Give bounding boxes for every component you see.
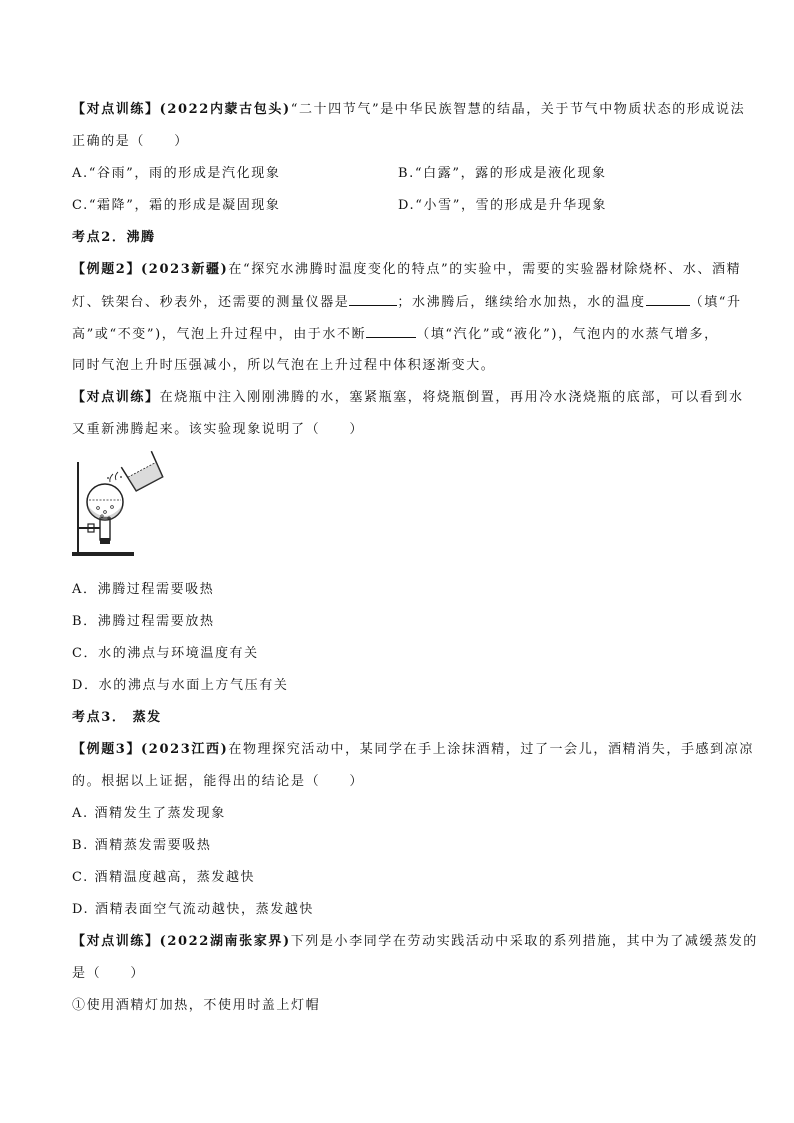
training3-line1 [72,934,758,950]
example2-text3b: （填“汽化”或“液化”)，气泡内的水蒸气增多， [416,327,719,342]
training1-tag: 【对点训练】 [72,102,160,117]
training2-tag: 【对点训练】 [72,390,160,405]
example3-tag: 【例题3】 [72,742,142,757]
example2-line4: 同时气泡上升时压强减小，所以气泡在上升过程中体积逐渐变大。 [72,358,496,373]
training3-line2: 是（ ） [72,966,146,981]
flask-stopper [100,538,110,544]
answer-blank-3[interactable] [366,326,416,338]
bubble [104,511,107,514]
training3-tag: 【对点训练】 [72,934,160,949]
training1-stem-text: “二十四节气”是中华民族智慧的结晶，关于节气中物质状态的形成说法 [290,102,746,117]
training2-option-b: B．沸腾过程需要放热 [72,614,215,629]
example3-line2: 的。根据以上证据，能得出的结论是（ ） [72,774,365,789]
training1-option-d: D.“小雪”，雪的形成是升华现象 [398,198,607,213]
flask-body [87,484,123,520]
example3-option-d: D. 酒精表面空气流动越快，蒸发越快 [72,902,315,917]
answer-blank-2[interactable] [646,294,690,306]
example2-tag: 【例题2】 [72,262,142,277]
training1-option-c: C.“霜降”，霜的形成是凝固现象 [72,198,281,213]
training2-option-c: C．水的沸点与环境温度有关 [72,646,259,661]
example2-text2a: 灯、铁架台、秒表外，还需要的测量仪器是 [72,295,350,310]
example2-text2b: ；水沸腾后，继续给水加热，水的温度 [397,295,646,310]
training3-item1: ①使用酒精灯加热，不使用时盖上灯帽 [72,998,321,1013]
water-drop [107,477,109,479]
example2-text1: 在“探究水沸腾时温度变化的特点”的实验中，需要的实验器材除烧杯、水、酒精 [228,262,742,277]
example3-option-b: B. 酒精蒸发需要吸热 [72,838,212,853]
flask-water [88,506,122,520]
example3-text1: 在物理探究活动中，某同学在手上涂抹酒精，过了一会儿，酒精消失，手感到凉凉 [228,742,754,757]
section3-title: 考点3． 蒸发 [72,710,162,725]
example2-text3a: 高”或“不变”)，气泡上升过程中，由于水不断 [72,327,367,342]
bubble [97,507,100,510]
training2-option-d: D．水的沸点与水面上方气压有关 [72,678,289,693]
stand-base [72,552,134,556]
training1-source: (2022内蒙古包头) [159,102,291,117]
training3-source: (2022湖南张家界) [159,934,291,949]
water-drop [120,476,122,478]
example2-line2 [72,294,742,311]
example2-source: (2023新疆) [141,262,229,277]
example3-option-c: C. 酒精温度越高，蒸发越快 [72,870,256,885]
bubble [111,506,114,509]
example3-line1 [72,742,754,758]
training2-option-a: A．沸腾过程需要吸热 [72,582,215,597]
training1-stem-line2: 正确的是（ ） [72,134,189,149]
document-page [72,0,758,1123]
training1-stem-line1 [72,102,745,118]
example3-source: (2023江西) [141,742,229,757]
pour-stream [110,474,113,482]
example3-option-a: A. 酒精发生了蒸发现象 [72,806,226,821]
training2-line1 [72,390,744,406]
training2-text1: 在烧瓶中注入刚刚沸腾的水，塞紧瓶塞，将烧瓶倒置，再用冷水浇烧瓶的底部，可以看到水 [159,390,744,405]
training1-option-b: B.“白露”，露的形成是液化现象 [398,166,607,181]
training2-line2: 又重新沸腾起来。该实验现象说明了（ ） [72,422,365,437]
example2-line1 [72,262,741,278]
example2-text2c: （填“升 [689,295,742,310]
beaker [121,451,164,492]
pour-stream [115,472,118,480]
training3-text1: 下列是小李同学在劳动实践活动中采取的系列措施，其中为了减缓蒸发的 [290,934,758,949]
flask-experiment-figure [72,450,172,562]
training1-option-a: A.“谷雨”，雨的形成是汽化现象 [72,166,281,181]
example2-line3 [72,326,719,343]
flask-neck [100,518,110,540]
answer-blank-1[interactable] [349,294,397,306]
flask-stand-diagram [72,450,172,562]
section2-title: 考点2．沸腾 [72,230,156,245]
